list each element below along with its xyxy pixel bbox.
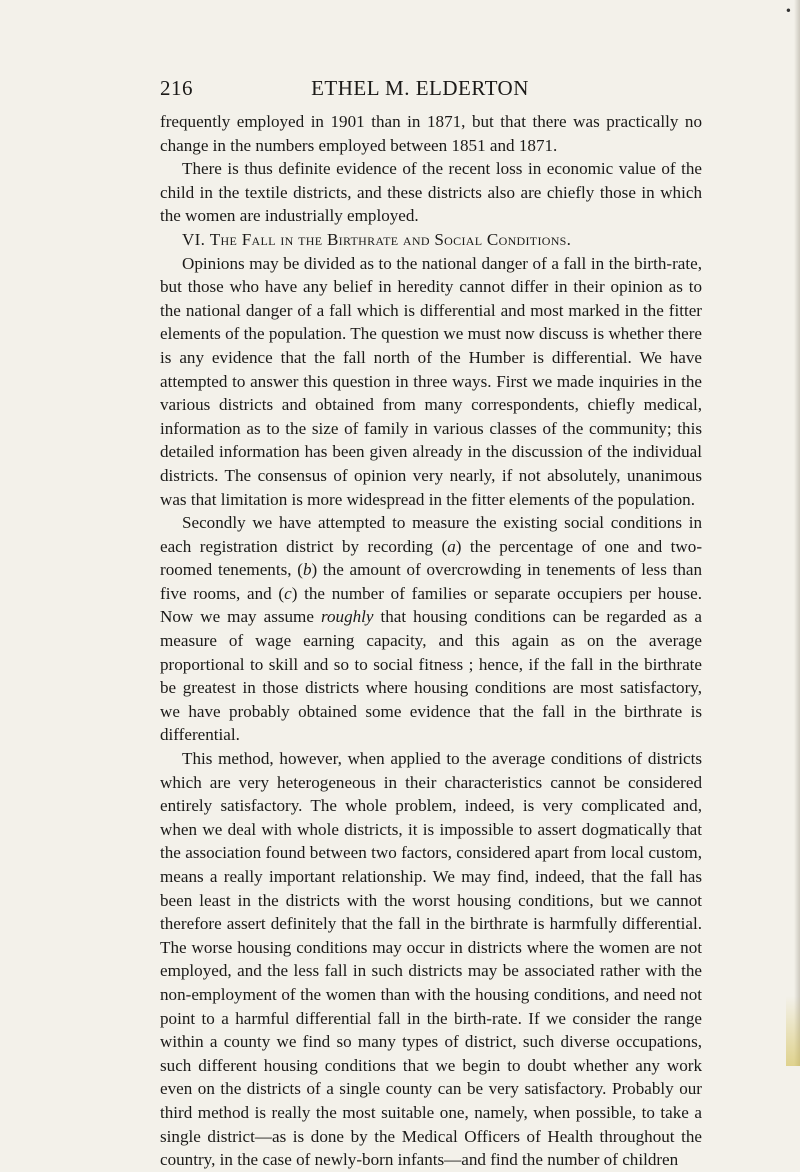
- paragraph-textile: There is thus definite evidence of the recent loss in economic value of the child in the textile districts, and these districts also are chiefly those in which the women are industrially employed.: [160, 159, 702, 226]
- paragraph-method: This method, however, when applied to the average conditions of districts which are very heterogeneous in their characteristics cannot be considered entirely satisfactory. The whole problem, indeed, is very complicated and, when we deal with whole districts, it is impossible to assert dogmatically that the association found between two factors, considered apart from local custom, means a really important relationship. We may find, indeed, that the fall has been least in the districts with the worst housing conditions, but we cannot therefore assert definitely that the fall in the birthrate is harmfully differential. The worse housing conditions may occur in districts where the women are not employed, and the less fall in such districts may be associated rather with the non-employment of the women than with the housing conditions, and need not point to a harmful differential fall in the birth-rate. If we consider the range within a county we find so many types of district, such diverse occupations, such different housing conditions that we begin to doubt whether any work even on the districts of a single county can be very satisfactory. Probably our third method is really the most suitable one, namely, when possible, to take a single district—as is done by the Medical Officers of Health throughout the country, in the case of newly-born infants—and find the number of children: [160, 749, 702, 1170]
- section-heading: [160, 228, 702, 252]
- text-run: ) the percentage of one and two-roomed tenements, (: [160, 536, 703, 580]
- section-title: The Fall in the Birthrate and Social Conditions.: [209, 229, 572, 249]
- page-header: [160, 76, 680, 104]
- paragraph-secondly: [160, 511, 702, 747]
- text-run: ) the amount of overcrowding in tenements of less than five rooms, and (: [160, 560, 703, 603]
- text-run: that housing conditions can be regarded as a measure of wage earning capacity, and this again as on the average proportional to skill and so to social fitness ; hence, if the fall in the birthrate be greatest in those districts where housing conditions are most satisfactory, we have probably obtained some evidence that the fall in the birthrate is differential.: [160, 607, 702, 745]
- page-corner-stain: [786, 996, 800, 1066]
- italic-a: a: [447, 536, 456, 556]
- section-number: VI.: [182, 229, 206, 249]
- italic-roughly: roughly: [320, 607, 374, 627]
- body-text: [160, 110, 702, 1172]
- italic-c: c: [284, 583, 292, 603]
- paragraph-opinions: Opinions may be divided as to the national danger of a fall in the birth-rate, but those who have any belief in heredity cannot differ in their opinion as to the national danger of a fall which is differential and most marked in the fitter elements of the population. The question we must now discuss is whether there is any evidence that the fall north of the Humber is differential. We have attempted to answer this question in three ways. First we made inquiries in the various districts and obtained from many correspondents, chiefly medical, information as to the size of family in various classes of the community; this detailed information has been given already in the discussion of the individual districts. The consensus of opinion very nearly, if not absolutely, unanimous was that limitation is more widespread in the fitter elements of the population.: [160, 253, 702, 509]
- text-run: ) the number of families or separate occupiers per house. Now we may assume: [160, 583, 702, 627]
- text-run: Secondly we have attempted to measure the existing social conditions in each registration district by recording (: [160, 513, 702, 556]
- paragraph-continuation: frequently employed in 1901 than in 1871, but that there was practically no change in the numbers employed between 1851 and 1871.: [160, 112, 702, 155]
- italic-b: b: [302, 560, 312, 580]
- running-title: ETHEL M. ELDERTON: [311, 76, 529, 100]
- page-number: 216: [160, 76, 193, 100]
- page-edge-shadow: [794, 0, 800, 1066]
- page-speck: •: [784, 4, 792, 18]
